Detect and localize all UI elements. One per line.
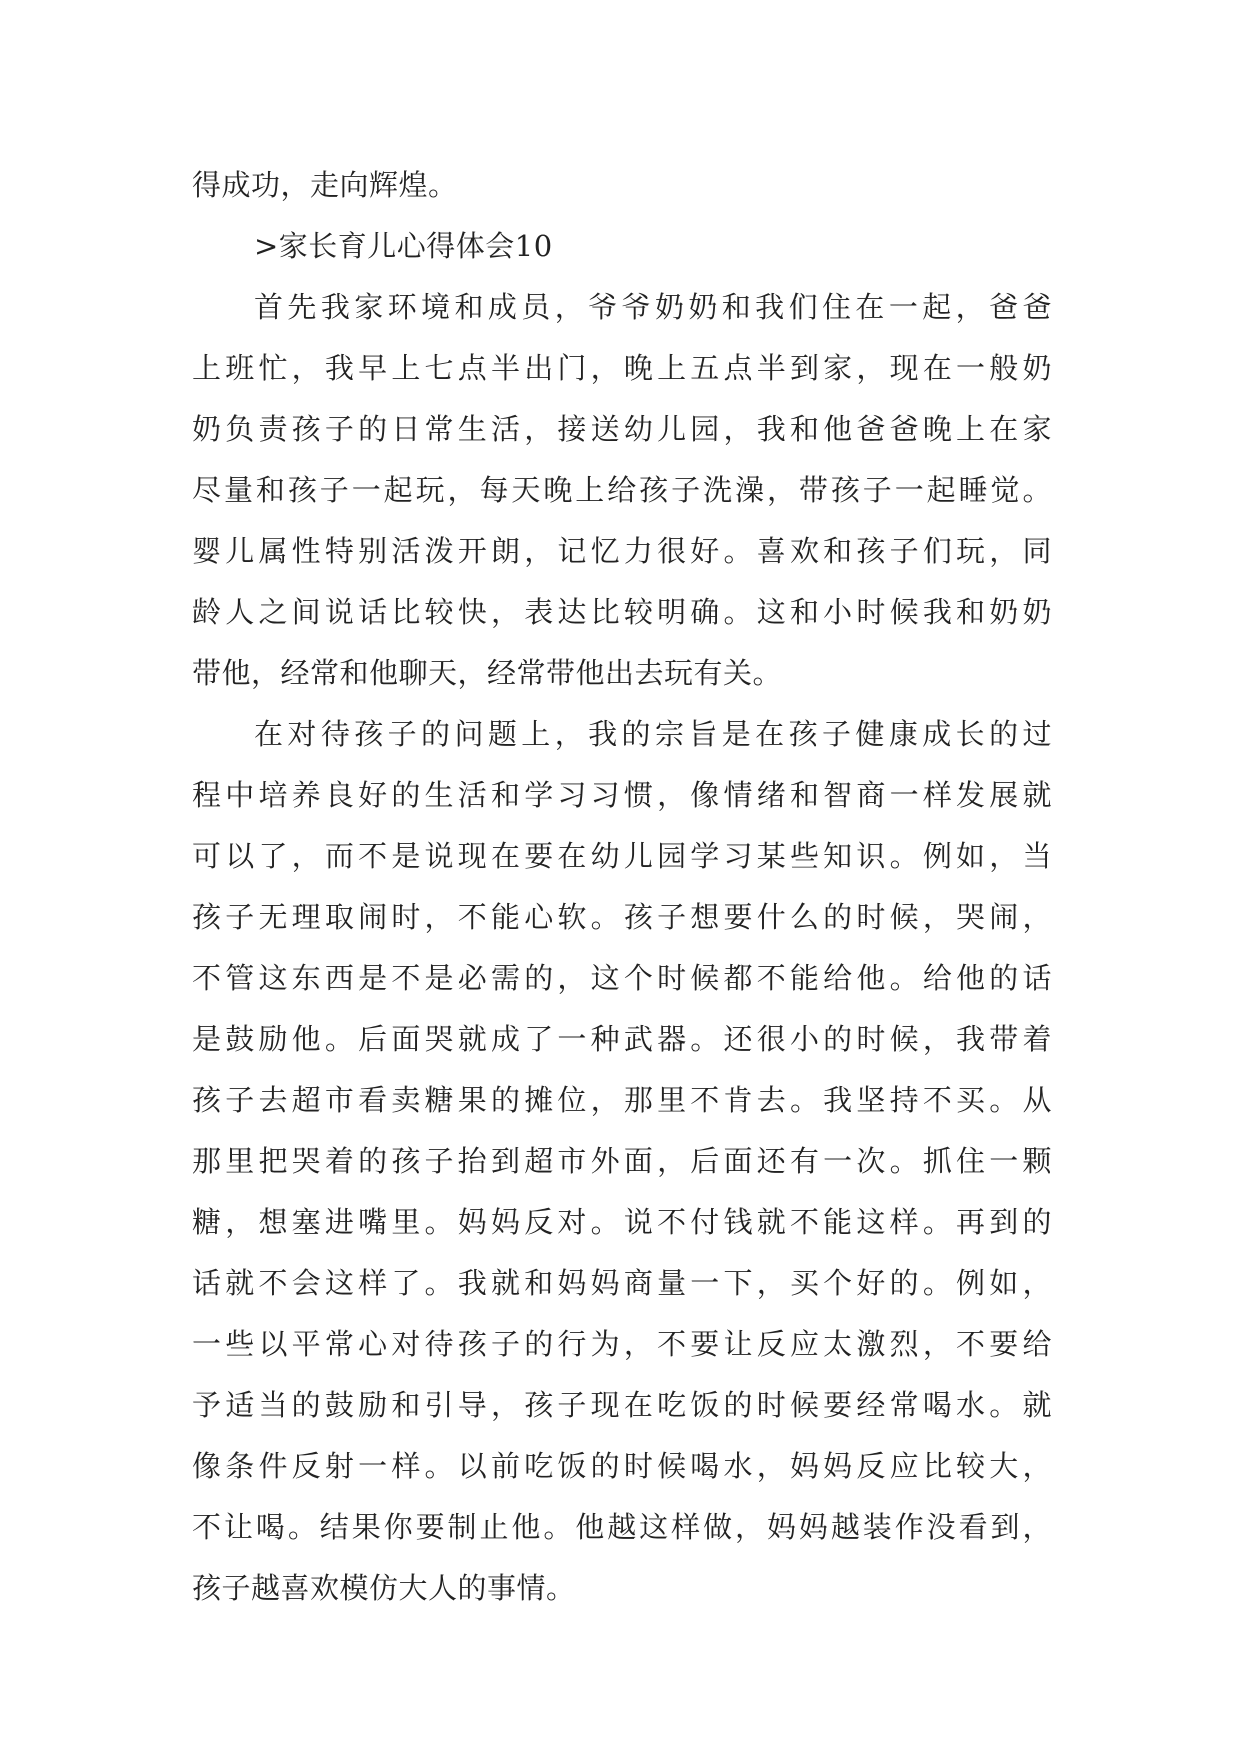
text-line: 可以了，而不是说现在要在幼儿园学习某些知识。例如，当 (192, 839, 1052, 873)
text-line: 那里把哭着的孩子抬到超市外面，后面还有一次。抓住一颗 (192, 1144, 1052, 1178)
text-line: 程中培养良好的生活和学习习惯，像情绪和智商一样发展就 (192, 778, 1052, 812)
text-line: 一些以平常心对待孩子的行为，不要让反应太激烈，不要给 (192, 1327, 1052, 1361)
section-heading: >家长育儿心得体会10 (254, 229, 553, 263)
text-line: 孩子越喜欢模仿大人的事情。 (192, 1571, 576, 1605)
text-line: 不让喝。结果你要制止他。他越这样做，妈妈越装作没看到， (192, 1510, 1052, 1544)
text-line: 孩子无理取闹时，不能心软。孩子想要什么的时候，哭闹， (192, 900, 1052, 934)
text-line: 孩子去超市看卖糖果的摊位，那里不肯去。我坚持不买。从 (192, 1083, 1052, 1117)
text-line: 是鼓励他。后面哭就成了一种武器。还很小的时候，我带着 (192, 1022, 1052, 1056)
text-line: 话就不会这样了。我就和妈妈商量一下，买个好的。例如， (192, 1266, 1052, 1300)
text-line: 尽量和孩子一起玩，每天晚上给孩子洗澡，带孩子一起睡觉。 (192, 473, 1052, 507)
text-line: 不管这东西是不是必需的，这个时候都不能给他。给他的话 (192, 961, 1052, 995)
text-line: 得成功，走向辉煌。 (192, 168, 458, 202)
text-line: 像条件反射一样。以前吃饭的时候喝水，妈妈反应比较大， (192, 1449, 1052, 1483)
text-line: 婴儿属性特别活泼开朗，记忆力很好。喜欢和孩子们玩，同 (192, 534, 1052, 568)
document-body (192, 155, 1052, 1619)
text-line: 上班忙，我早上七点半出门，晚上五点半到家，现在一般奶 (192, 351, 1052, 385)
text-line: 在对待孩子的问题上，我的宗旨是在孩子健康成长的过 (254, 717, 1052, 751)
text-line: 龄人之间说话比较快，表达比较明确。这和小时候我和奶奶 (192, 595, 1052, 629)
text-line: 糖，想塞进嘴里。妈妈反对。说不付钱就不能这样。再到的 (192, 1205, 1052, 1239)
text-line: 带他，经常和他聊天，经常带他出去玩有关。 (192, 656, 783, 690)
text-line: 奶负责孩子的日常生活，接送幼儿园，我和他爸爸晚上在家 (192, 412, 1052, 446)
text-line: 首先我家环境和成员，爷爷奶奶和我们住在一起，爸爸 (254, 290, 1052, 324)
text-line: 予适当的鼓励和引导，孩子现在吃饭的时候要经常喝水。就 (192, 1388, 1052, 1422)
